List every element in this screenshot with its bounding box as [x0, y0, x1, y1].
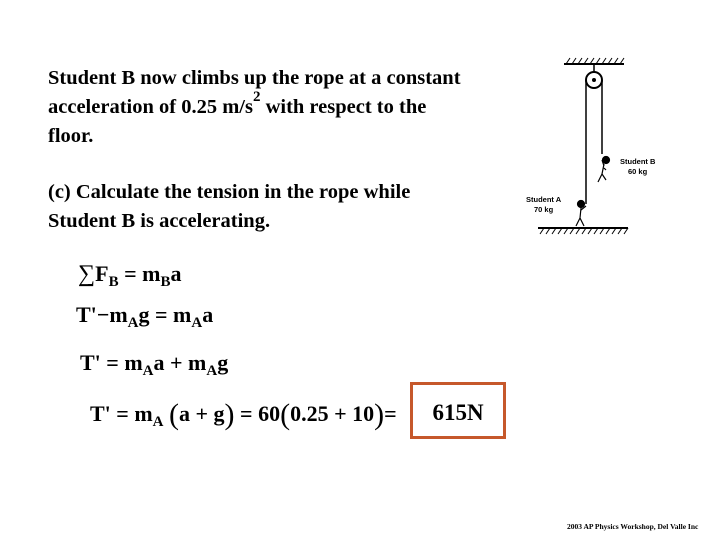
eq4-paren-close2: ) [374, 398, 385, 431]
eq3-mid: a + m [153, 350, 207, 375]
equation-tension-solved [80, 350, 229, 379]
eq2-sub1: A [127, 315, 139, 331]
problem-text-tail: with respect to the floor. [48, 96, 427, 147]
eq3-tail: g [217, 350, 229, 375]
student-a-mass: 70 kg [534, 205, 554, 214]
student-a [576, 201, 586, 227]
eq4-inner1: a + g [179, 401, 225, 426]
eq2-mid: g = m [138, 302, 192, 327]
pulley-axle [592, 78, 596, 82]
eq3-lhs: T' = m [80, 350, 143, 375]
eq2-lhs: T'−m [76, 302, 128, 327]
eq4-paren-open: ( [169, 398, 179, 431]
eq4-inner2: 0.25 + 10 [290, 401, 375, 426]
eq1-mid: = m [118, 261, 161, 286]
eq1-lhs: F [95, 261, 109, 286]
problem-statement [48, 64, 468, 151]
pulley-figure [520, 56, 720, 246]
eq4-paren-open2: ( [280, 398, 291, 431]
eq1-rhs-sub: B [160, 274, 171, 290]
eq1-lhs-sub: B [108, 274, 119, 290]
eq2-tail: a [202, 302, 214, 327]
eq1-rhs: a [170, 261, 182, 286]
eq4-paren-close: ) [224, 398, 235, 431]
eq3-sub1: A [142, 363, 154, 379]
exponent: 2 [252, 89, 261, 105]
equation-sum-forces [78, 261, 182, 290]
eq4-equals: = [384, 401, 397, 426]
footer-credit: 2003 AP Physics Workshop, Del Valle Inc [567, 522, 699, 531]
sigma-symbol: ∑ [78, 261, 96, 287]
problem-text: Student B now climbs up the rope at a constant acceleration of 0.25 m/s [48, 67, 461, 118]
student-b-label: Student B [620, 157, 656, 166]
eq4-lhs: T' = m [90, 401, 153, 426]
student-b-mass: 60 kg [628, 167, 648, 176]
eq4-sub1: A [152, 414, 164, 430]
eq3-sub2: A [206, 363, 218, 379]
answer-value: 615N [432, 400, 484, 425]
eq4-mid: = 60 [234, 401, 281, 426]
eq2-sub2: A [191, 315, 203, 331]
equation-tension-a [76, 302, 214, 331]
student-a-label: Student A [526, 195, 562, 204]
question-part-c: (c) Calculate the tension in the rope while Student B is accelerating. [48, 181, 411, 232]
student-b [598, 157, 610, 183]
answer-box [410, 382, 506, 439]
equation-numeric [90, 400, 397, 430]
